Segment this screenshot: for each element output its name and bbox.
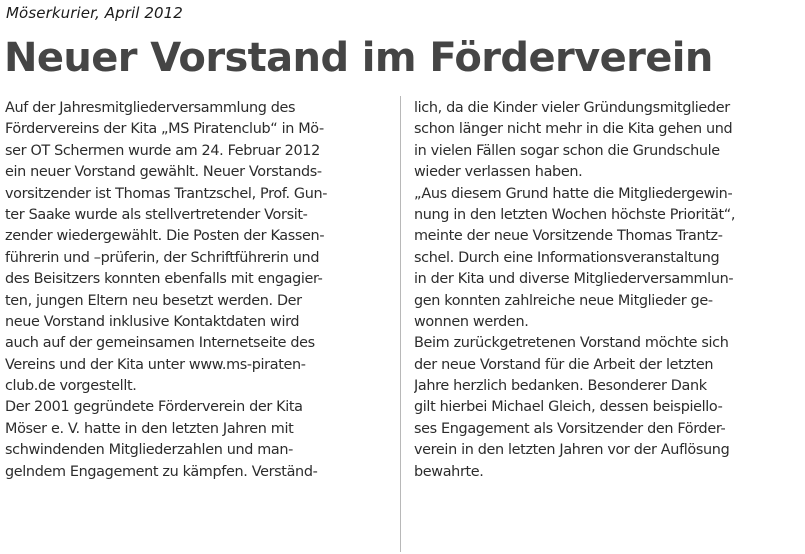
text-line: des Beisitzers konnten ebenfalls mit engagier-: [5, 271, 323, 288]
text-line: gelndem Engagement zu kämpfen. Verständ-: [5, 463, 318, 480]
text-line: wieder verlassen haben.: [414, 164, 583, 181]
text-line: vorsitzender ist Thomas Trantzschel, Prof. Gun-: [5, 185, 328, 202]
text-line: wonnen werden.: [414, 313, 529, 330]
text-line: Fördervereins der Kita „MS Piratenclub“ in Mö-: [5, 121, 324, 138]
column-divider: [400, 96, 401, 552]
text-line: bewahrte.: [414, 463, 484, 480]
text-line: in der Kita und diverse Mitgliederversammlun-: [414, 271, 734, 288]
text-line: in vielen Fällen sogar schon die Grundschule: [414, 142, 720, 159]
text-line: Beim zurückgetretenen Vorstand möchte sich: [414, 335, 729, 352]
text-line: auch auf der gemeinsamen Internetseite des: [5, 335, 315, 352]
text-line: ses Engagement als Vorsitzender den Förder-: [414, 420, 726, 437]
text-line: gen konnten zahlreiche neue Mitglieder ge-: [414, 292, 713, 309]
text-line: ter Saake wurde als stellvertretender Vorsit-: [5, 206, 308, 223]
text-line: gilt hierbei Michael Gleich, dessen beispiello-: [414, 399, 723, 416]
text-line: lich, da die Kinder vieler Gründungsmitglieder: [414, 100, 730, 116]
text-line: Jahre herzlich bedanken. Besonderer Dank: [414, 378, 707, 395]
text-line: club.de vorgestellt.: [5, 378, 137, 395]
article-column-left: [5, 98, 388, 483]
text-line: Der 2001 gegründete Förderverein der Kita: [5, 399, 303, 416]
text-line: schel. Durch eine Informationsveranstaltung: [414, 249, 720, 266]
text-line: führerin und –prüferin, der Schriftführerin und: [5, 249, 320, 266]
text-line: ein neuer Vorstand gewählt. Neuer Vorstands-: [5, 164, 322, 181]
text-line: ser OT Schermen wurde am 24. Februar 2012: [5, 142, 320, 159]
text-line: nung in den letzten Wochen höchste Priorität“,: [414, 206, 736, 223]
text-line: neue Vorstand inklusive Kontaktdaten wird: [5, 313, 300, 330]
text-line: der neue Vorstand für die Arbeit der letzten: [414, 356, 714, 373]
text-line: „Aus diesem Grund hatte die Mitgliedergewin-: [414, 185, 733, 202]
text-line: Auf der Jahresmitgliederversammlung des: [5, 100, 296, 116]
text-line: zender wiedergewählt. Die Posten der Kassen-: [5, 228, 325, 245]
text-line: Vereins und der Kita unter www.ms-piraten-: [5, 356, 306, 373]
article-column-right: [414, 98, 798, 483]
text-line: schon länger nicht mehr in die Kita gehen und: [414, 121, 733, 138]
text-line: schwindenden Mitgliederzahlen und man-: [5, 442, 293, 459]
article-headline: Neuer Vorstand im Förderverein: [4, 35, 713, 81]
source-label: Möserkurier, April 2012: [6, 4, 183, 22]
text-line: Möser e. V. hatte in den letzten Jahren mit: [5, 420, 294, 437]
text-line: meinte der neue Vorsitzende Thomas Trantz-: [414, 228, 723, 245]
text-line: ten, jungen Eltern neu besetzt werden. Der: [5, 292, 302, 309]
text-line: verein in den letzten Jahren vor der Auflösung: [414, 442, 730, 459]
